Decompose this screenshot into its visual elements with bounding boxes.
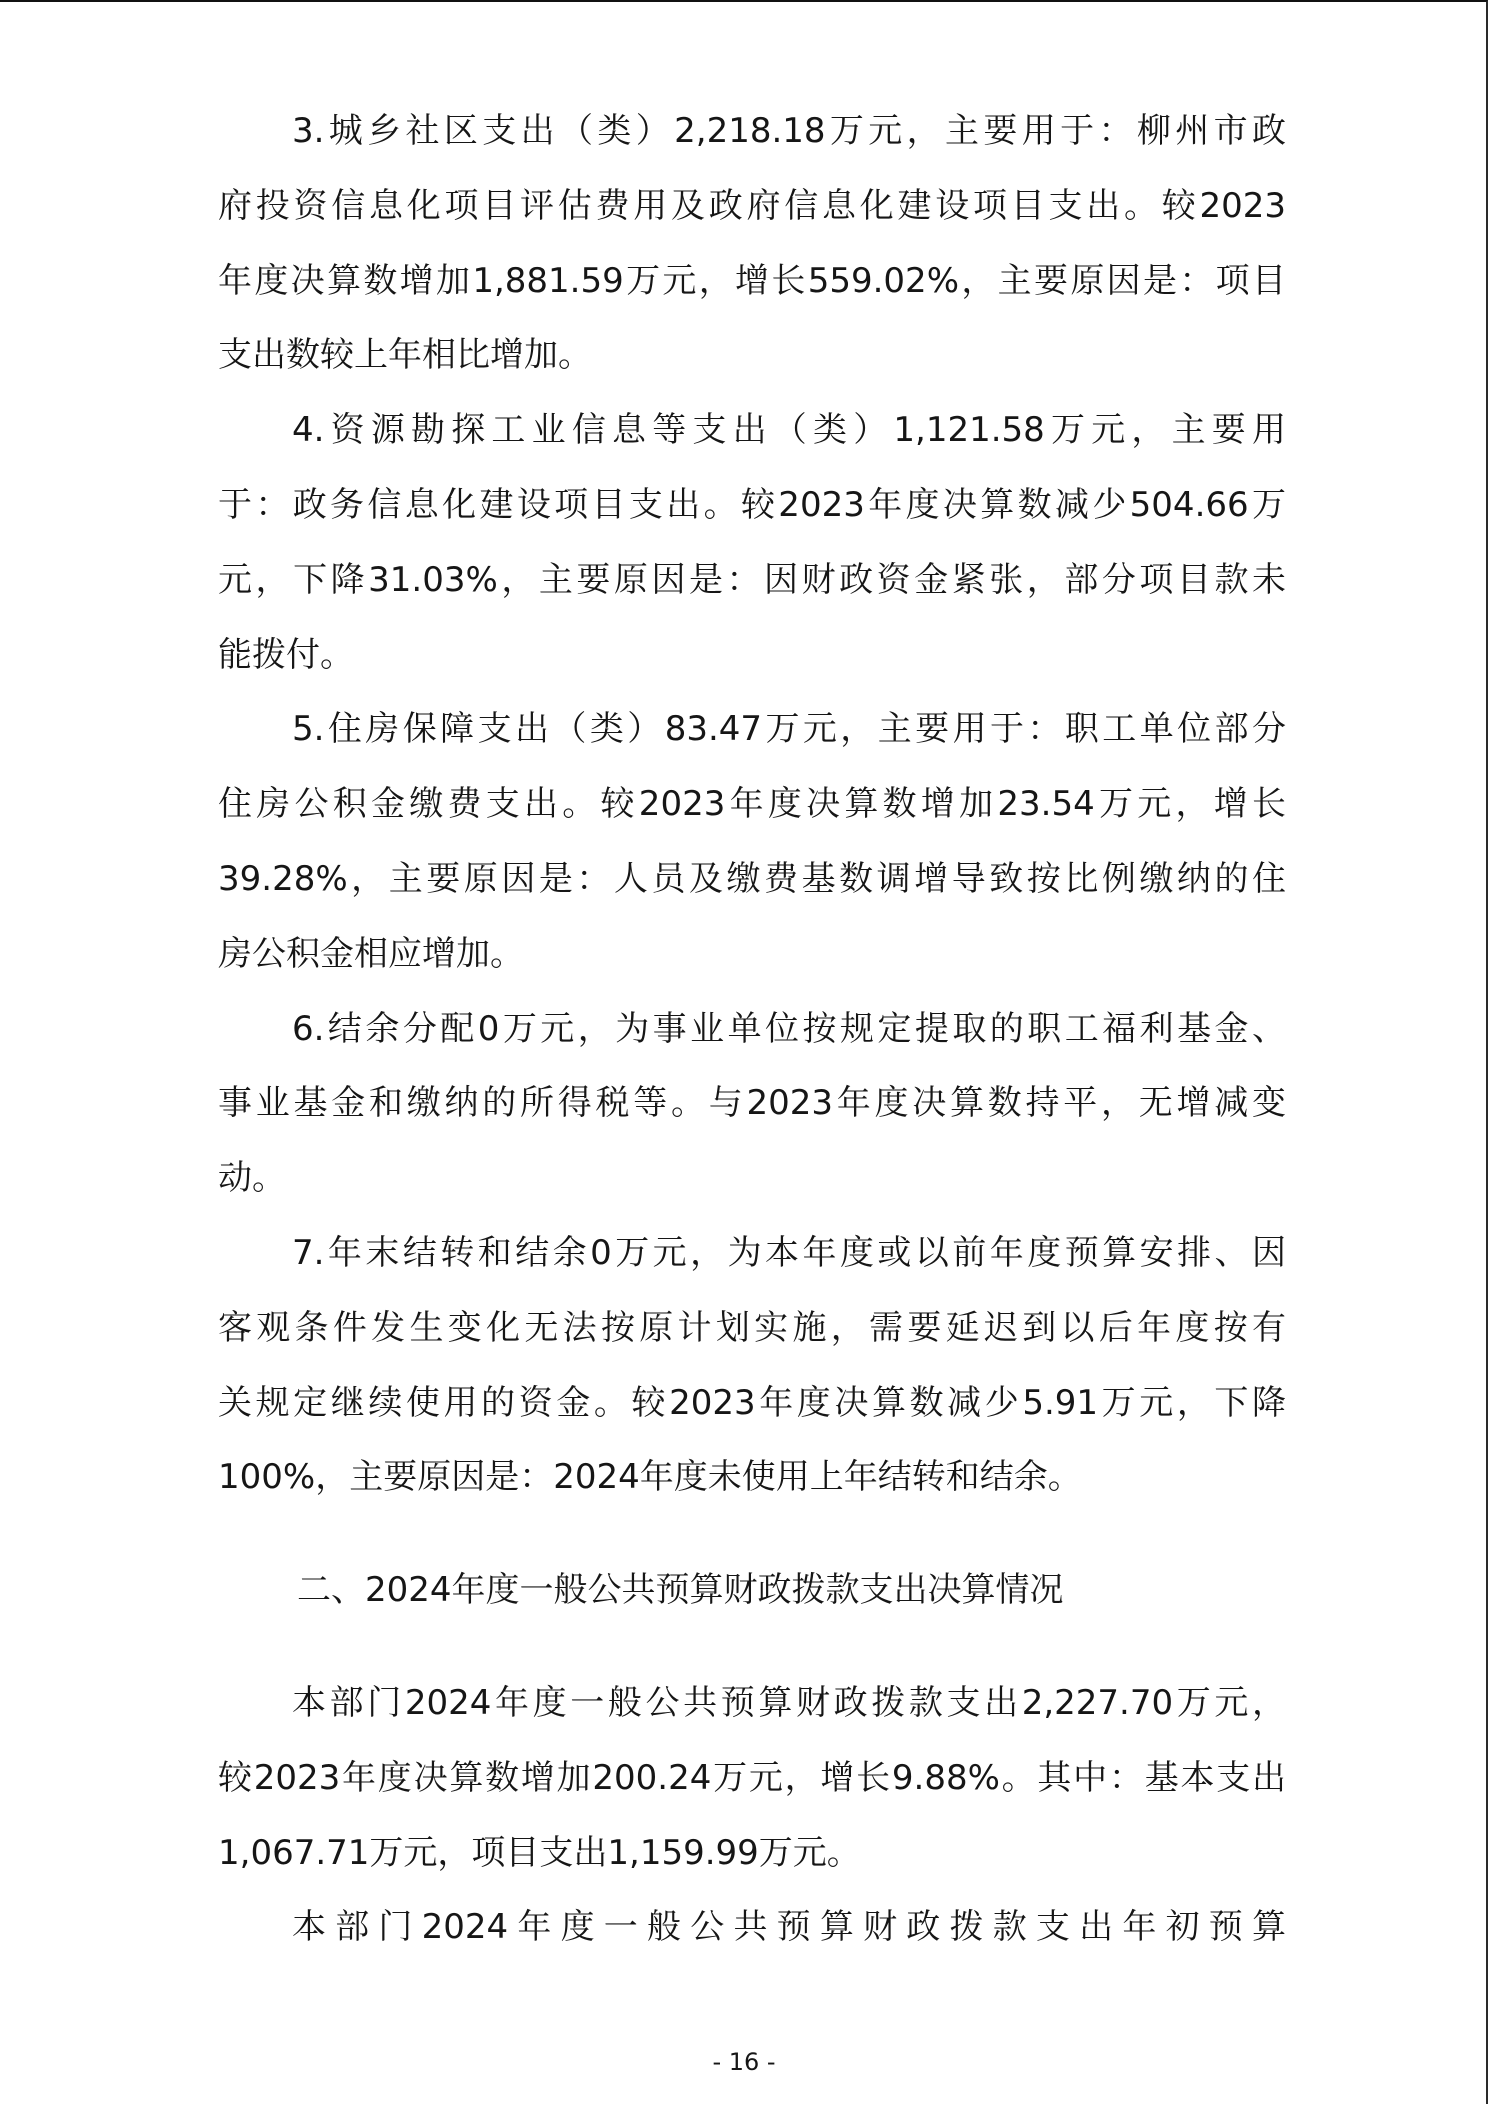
paragraph-line: 住房公积金缴费支出。较2023年度决算数增加23.54万元，增长 bbox=[218, 784, 1286, 825]
paragraph-line: 事业基金和缴纳的所得税等。与2023年度决算数持平，无增减变 bbox=[218, 1083, 1286, 1124]
paragraph-line: 本部门2024年度一般公共预算财政拨款支出2,227.70万元， bbox=[292, 1683, 1286, 1723]
paragraph-surplus-distribution bbox=[218, 992, 1286, 1216]
paragraph-line: 39.28%，主要原因是：人员及缴费基数调增导致按比例缴纳的住 bbox=[218, 858, 1286, 899]
paragraph-line: 支出数较上年相比增加。 bbox=[218, 335, 592, 376]
paragraph-line: 元，下降31.03%，主要原因是：因财政资金紧张，部分项目款未 bbox=[218, 559, 1286, 600]
paragraph-housing-security bbox=[218, 692, 1286, 991]
paragraph-line: 动。 bbox=[218, 1158, 286, 1199]
page-number: - 16 - bbox=[712, 2048, 776, 2076]
paragraph-year-end-carryover bbox=[218, 1216, 1286, 1515]
paragraph-line: 5.住房保障支出（类）83.47万元，主要用于：职工单位部分 bbox=[292, 709, 1286, 750]
paragraph-line: 较2023年度决算数增加200.24万元，增长9.88%。其中：基本支出 bbox=[218, 1757, 1286, 1798]
paragraph-line: 3.城乡社区支出（类）2,218.18万元，主要用于：柳州市政 bbox=[292, 111, 1286, 151]
paragraph-line: 年度决算数增加1,881.59万元，增长559.02%，主要原因是：项目 bbox=[218, 260, 1286, 301]
paragraph-line: 1,067.71万元，项目支出1,159.99万元。 bbox=[218, 1832, 861, 1873]
paragraph-line: 100%，主要原因是：2024年度未使用上年结转和结余。 bbox=[218, 1457, 1082, 1498]
paragraph-resource-exploration bbox=[218, 393, 1286, 692]
paragraph-line: 客观条件发生变化无法按原计划实施，需要延迟到以后年度按有 bbox=[218, 1307, 1286, 1348]
paragraph-line: 4.资源勘探工业信息等支出（类）1,121.58万元，主要用 bbox=[292, 410, 1286, 451]
paragraph-line: 6.结余分配0万元，为事业单位按规定提取的职工福利基金、 bbox=[292, 1008, 1286, 1049]
paragraph-line: 房公积金相应增加。 bbox=[218, 933, 524, 974]
paragraph-urban-rural-community bbox=[218, 94, 1286, 393]
paragraph-line: 能拨付。 bbox=[218, 634, 354, 675]
body-text-section-b bbox=[218, 1666, 1286, 1965]
paragraph-line: 7.年末结转和结余0万元，为本年度或以前年度预算安排、因 bbox=[292, 1232, 1286, 1273]
section-heading: 二、2024年度一般公共预算财政拨款支出决算情况 bbox=[297, 1570, 1064, 1610]
paragraph-line: 关规定继续使用的资金。较2023年度决算数减少5.91万元，下降 bbox=[218, 1382, 1286, 1423]
paragraph-initial-budget bbox=[218, 1890, 1286, 1965]
body-text-section-a bbox=[218, 94, 1286, 1515]
paragraph-line: 府投资信息化项目评估费用及政府信息化建设项目支出。较2023 bbox=[218, 185, 1286, 226]
paragraph-line: 本部门2024年度一般公共预算财政拨款支出年初预算 bbox=[292, 1907, 1286, 1948]
paragraph-appropriation-expenditure bbox=[218, 1666, 1286, 1890]
paragraph-line: 于：政务信息化建设项目支出。较2023年度决算数减少504.66万 bbox=[218, 484, 1286, 525]
